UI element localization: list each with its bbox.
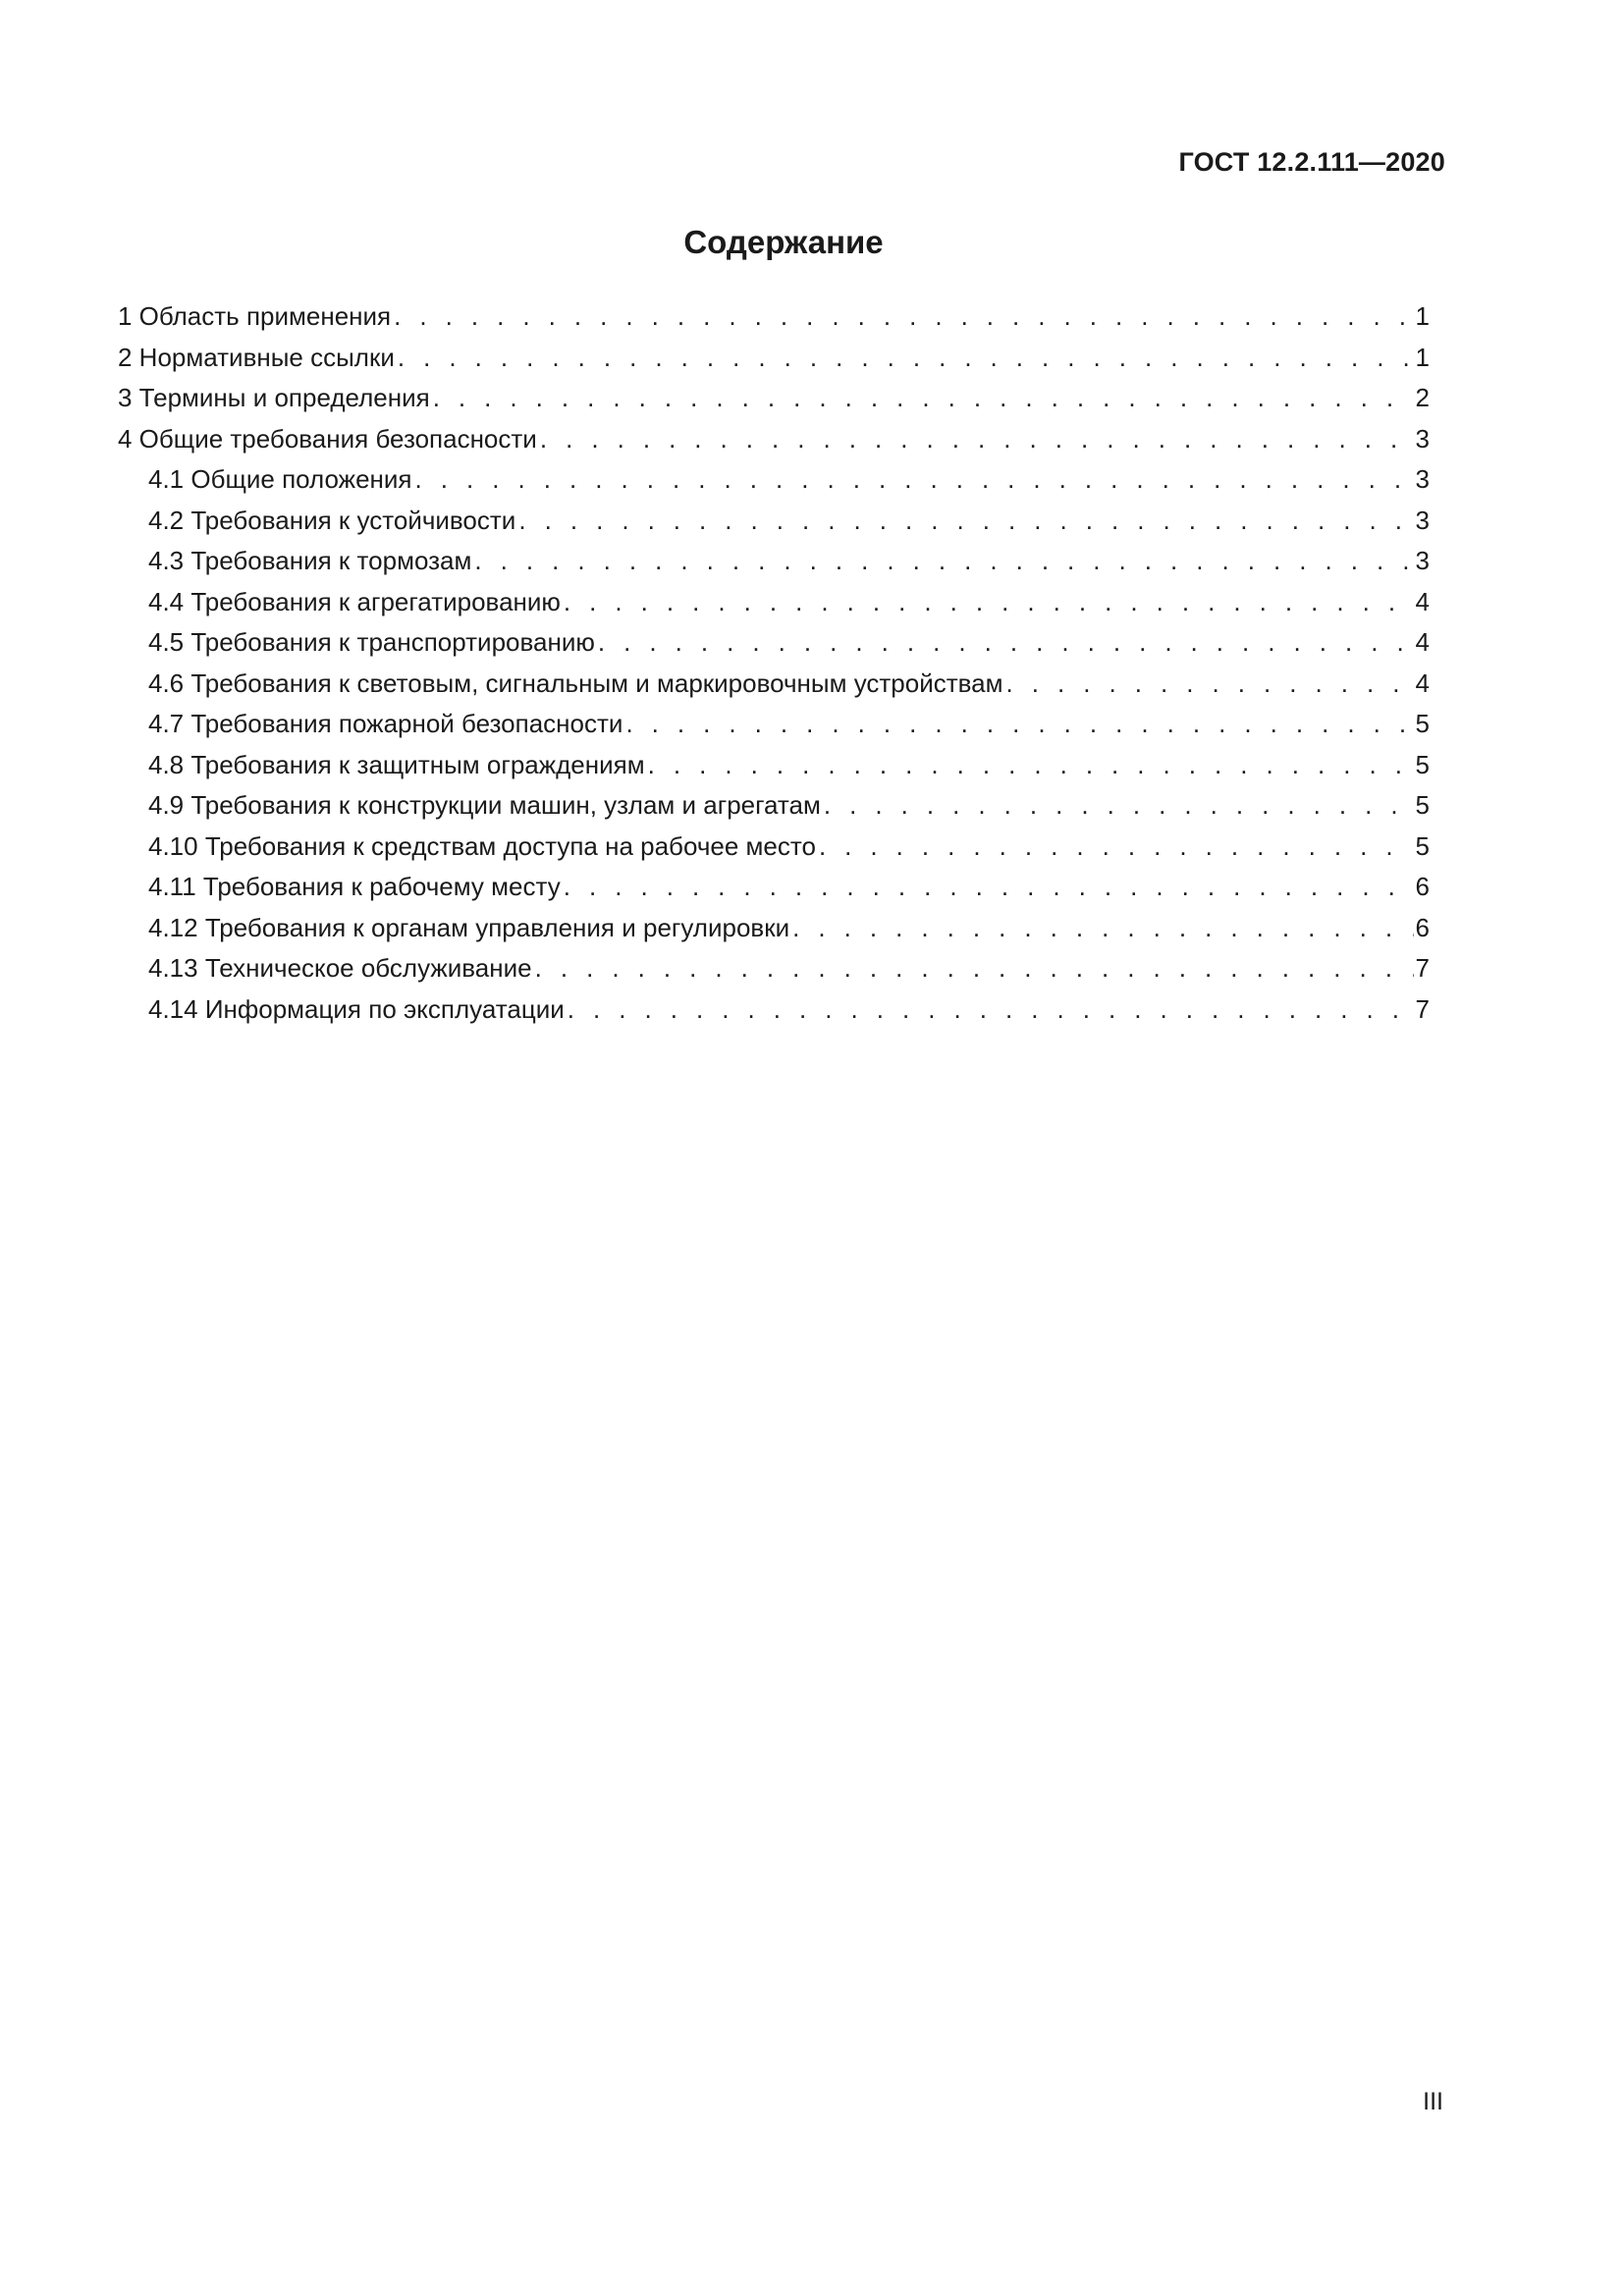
toc-dot-leader <box>518 501 1414 542</box>
toc-subentry[interactable] <box>118 989 1430 1031</box>
toc-entry-page: 5 <box>1415 790 1430 820</box>
toc-subentry[interactable] <box>118 541 1430 582</box>
toc-entry-page: 4 <box>1415 667 1430 698</box>
toc-dot-leader <box>1006 664 1414 705</box>
toc-entry-page: 4 <box>1415 627 1430 657</box>
toc-dot-leader <box>598 622 1414 664</box>
toc-entry-label: 4 Общие требования безопасности <box>118 423 537 454</box>
toc-entry-label: 4.5 Требования к транспортированию <box>148 627 595 657</box>
toc-entry-label: 4.9 Требования к конструкции машин, узлам и агрегатам <box>148 790 821 820</box>
toc-subentry[interactable] <box>118 582 1430 623</box>
toc-entry[interactable] <box>118 296 1430 338</box>
toc-entry-page: 3 <box>1415 505 1430 535</box>
toc-entry-page: 2 <box>1415 383 1430 412</box>
toc-subentry[interactable] <box>118 785 1430 827</box>
toc-entry-label: 4.3 Требования к тормозам <box>148 546 472 575</box>
toc-entry-page: 5 <box>1415 709 1430 738</box>
toc-entry[interactable] <box>118 338 1430 379</box>
toc-entry-page: 1 <box>1415 342 1430 372</box>
toc-entry-page: 4 <box>1415 586 1430 616</box>
toc-dot-leader <box>625 704 1414 745</box>
toc-dot-leader <box>648 745 1414 786</box>
toc-dot-leader <box>398 338 1414 379</box>
toc-entry-page: 3 <box>1415 423 1430 454</box>
toc-entry-page: 6 <box>1415 912 1430 942</box>
toc-dot-leader <box>433 378 1414 419</box>
toc-subentry[interactable] <box>118 948 1430 989</box>
toc-entry-label: 4.8 Требования к защитным ограждениям <box>148 749 645 779</box>
toc-dot-leader <box>540 419 1414 460</box>
toc-subentry[interactable] <box>118 501 1430 542</box>
toc-dot-leader <box>824 785 1414 827</box>
toc-dot-leader <box>535 948 1414 989</box>
toc-subentry[interactable] <box>118 745 1430 786</box>
toc-entry-label: 4.6 Требования к световым, сигнальным и маркировочным устройствам <box>148 667 1003 698</box>
document-code: ГОСТ 12.2.111—2020 <box>1178 147 1445 177</box>
toc-entry-label: 1 Область применения <box>118 301 392 331</box>
toc-entry-label: 4.13 Техническое обслуживание <box>148 953 532 983</box>
toc-entry-label: 4.4 Требования к агрегатированию <box>148 586 561 616</box>
toc-entry-page: 6 <box>1415 872 1430 901</box>
toc-entry-page: 1 <box>1415 301 1430 331</box>
toc-dot-leader <box>564 867 1414 908</box>
toc-subentry[interactable] <box>118 622 1430 664</box>
toc-dot-leader <box>819 827 1414 868</box>
toc-entry-page: 7 <box>1415 993 1430 1024</box>
toc-subentry[interactable] <box>118 704 1430 745</box>
toc-dot-leader <box>568 989 1414 1031</box>
toc-subentry[interactable] <box>118 908 1430 949</box>
toc-title: Содержание <box>683 224 884 260</box>
toc-entry-label: 4.10 Требования к средствам доступа на рабочее место <box>148 830 816 861</box>
toc-entry-label: 4.12 Требования к органам управления и регулировки <box>148 912 790 942</box>
toc-subentry[interactable] <box>118 459 1430 501</box>
toc-entry-label: 4.11 Требования к рабочему месту <box>148 872 561 901</box>
toc-subentry[interactable] <box>118 664 1430 705</box>
toc-entry-page: 7 <box>1415 953 1430 983</box>
table-of-contents <box>118 296 1430 1030</box>
toc-dot-leader <box>564 582 1414 623</box>
toc-dot-leader <box>415 459 1415 501</box>
toc-entry-page: 3 <box>1415 546 1430 575</box>
toc-dot-leader <box>474 541 1414 582</box>
toc-entry-label: 4.2 Требования к устойчивости <box>148 505 516 535</box>
toc-subentry[interactable] <box>118 867 1430 908</box>
toc-entry[interactable] <box>118 419 1430 460</box>
toc-dot-leader <box>394 296 1414 338</box>
toc-entry-label: 3 Термины и определения <box>118 383 430 412</box>
toc-entry-label: 4.1 Общие положения <box>148 464 412 494</box>
page-number: III <box>1423 2088 1443 2115</box>
toc-dot-leader <box>792 908 1414 949</box>
toc-entry-label: 4.14 Информация по эксплуатации <box>148 993 565 1024</box>
toc-entry-label: 4.7 Требования пожарной безопасности <box>148 709 623 738</box>
toc-entry-page: 5 <box>1415 830 1430 861</box>
toc-entry-page: 5 <box>1415 749 1430 779</box>
toc-entry-page: 3 <box>1415 464 1430 494</box>
toc-subentry[interactable] <box>118 827 1430 868</box>
toc-entry[interactable] <box>118 378 1430 419</box>
toc-entry-label: 2 Нормативные ссылки <box>118 342 395 372</box>
